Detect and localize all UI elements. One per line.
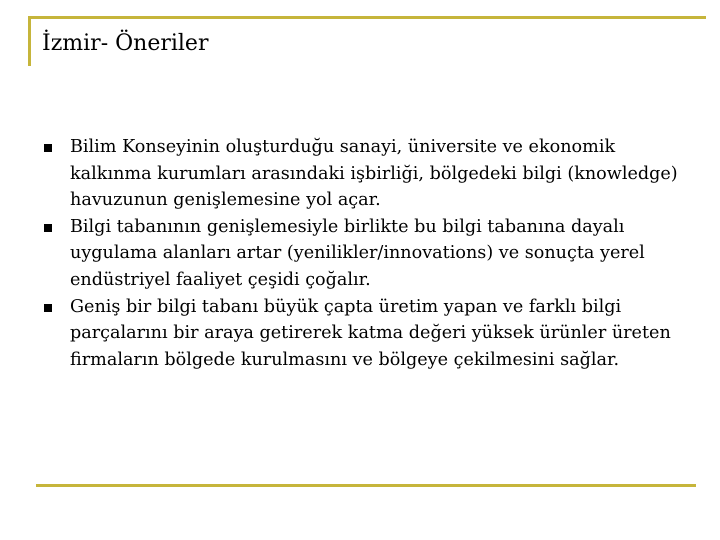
square-bullet-icon xyxy=(44,224,52,232)
bullet-text-1: Bilim Konseyinin oluşturduğu sanayi, üniversite ve ekonomik kalkınma kurumları arasındaki işbirliği, bölgedeki bilgi (knowledge) havuzunun genişlemesine yol açar. xyxy=(70,137,678,211)
bullet-item-2 xyxy=(40,214,690,294)
footer-rule xyxy=(36,484,696,487)
bullet-item-3 xyxy=(40,294,690,374)
square-bullet-icon xyxy=(44,304,52,312)
square-bullet-icon xyxy=(44,144,52,152)
bullet-text-2: Bilgi tabanının genişlemesiyle birlikte bu bilgi tabanına dayalı uygulama alanları artar (yenilikler/innovations) ve sonuçta yerel endüstriyel faaliyet çeşidi çoğalır. xyxy=(70,216,645,290)
bullet-text-3: Geniş bir bilgi tabanı büyük çapta üretim yapan ve farklı bilgi parçalarını bir araya getirerek katma değeri yüksek ürünler üreten firmaların bölgede kurulmasını ve bölgeye çekilmesini sağlar. xyxy=(70,296,671,370)
title-frame-top-rule xyxy=(28,16,706,19)
title-frame-left-rule xyxy=(28,16,31,66)
slide-title: İzmir- Öneriler xyxy=(42,31,209,56)
bullet-list xyxy=(40,134,690,373)
bullet-item-1 xyxy=(40,134,690,214)
